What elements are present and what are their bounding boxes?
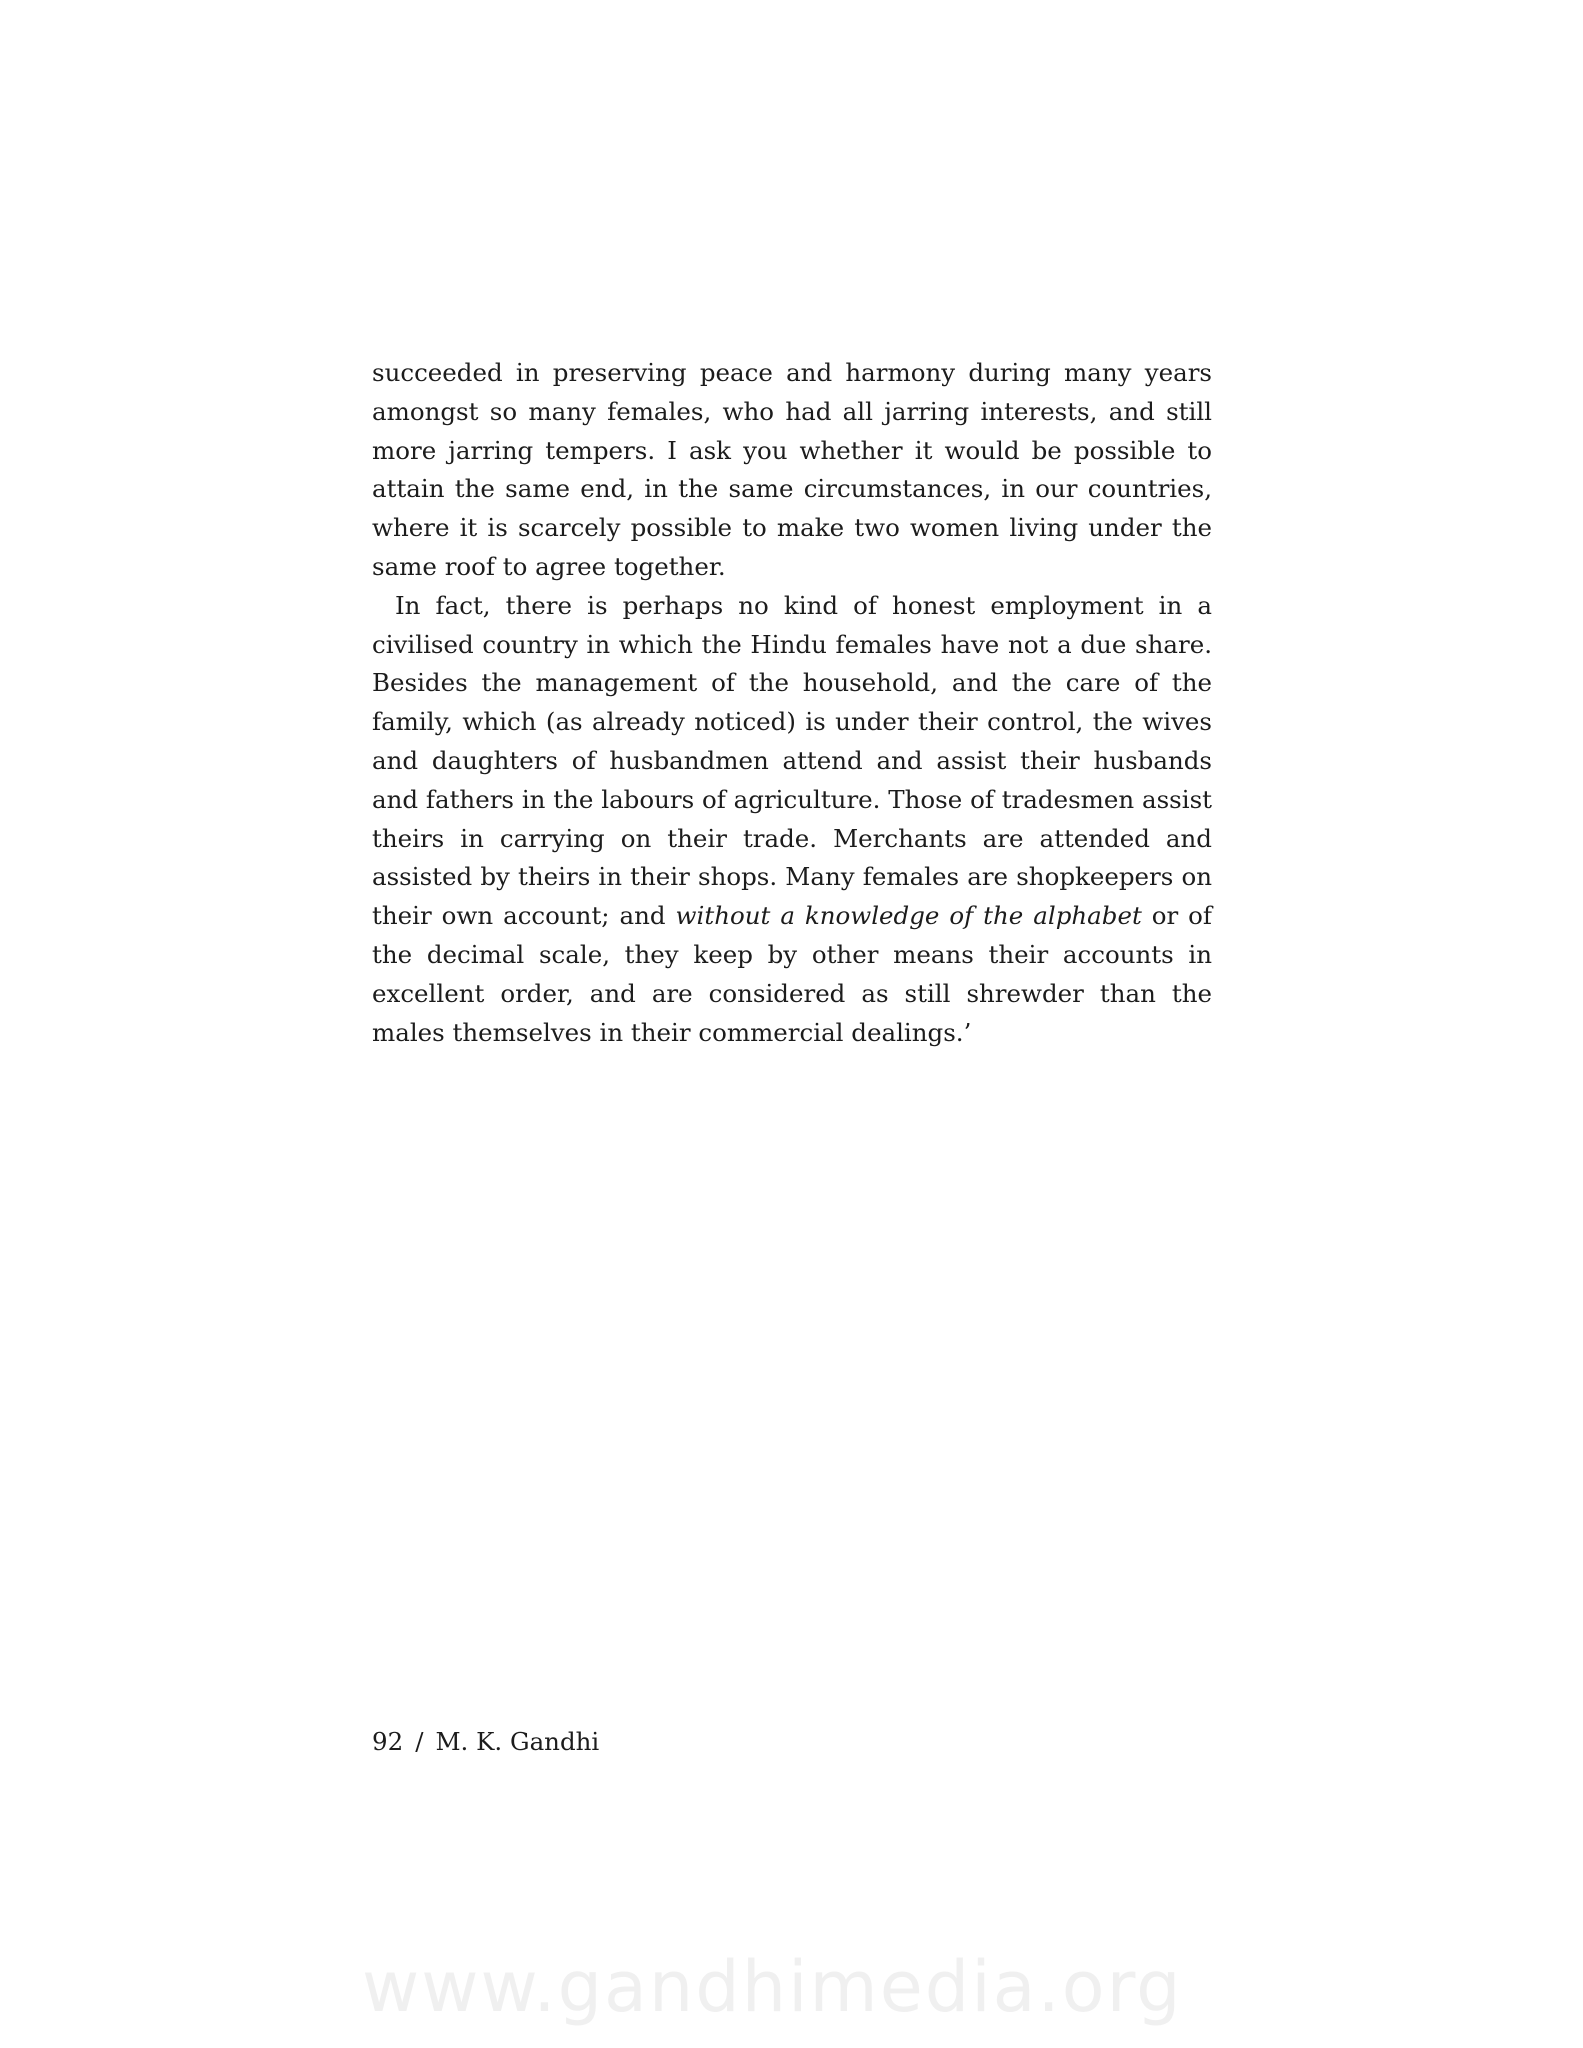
paragraph-2-text-b: or of the decimal scale, they keep by other means their accounts in excellent order, and are considered as still shrewder than the males themselves in their commercial dealings.’ [372,901,1212,1047]
paragraph-1 [372,354,1212,587]
paragraph-1-text: succeeded in preserving peace and harmony during many years amongst so many females, who had all jarring interests, and still more jarring tempers. I ask you whether it would be possible to attain the same end, in the same circumstances, in our countries, where it is scarcely possible to make two women living under the same roof to agree together. [372,358,1212,581]
paragraph-2-italic-phrase: without a knowledge of the alphabet [675,901,1142,931]
running-author: M. K. Gandhi [435,1727,600,1756]
paragraph-2 [372,587,1212,1053]
page-number: 92 [372,1727,404,1756]
page-footer [372,1724,599,1760]
watermark: www.gandhimedia.org [362,1946,1183,2028]
paragraph-2-text-a: In fact, there is perhaps no kind of honest employment in a civilised country in which the Hindu females have not a due share. Besides the management of the household, and the care of the family, which (as already noticed) is under their control, the wives and daughters of husbandmen attend and assist their husbands and fathers in the labours of agriculture. Those of tradesmen assist theirs in carrying on their trade. Merchants are attended and assisted by theirs in their shops. Many females are shopkeepers on their own account; and [372,590,1212,931]
footer-separator: / [415,1727,424,1756]
body-text [372,354,1212,1052]
